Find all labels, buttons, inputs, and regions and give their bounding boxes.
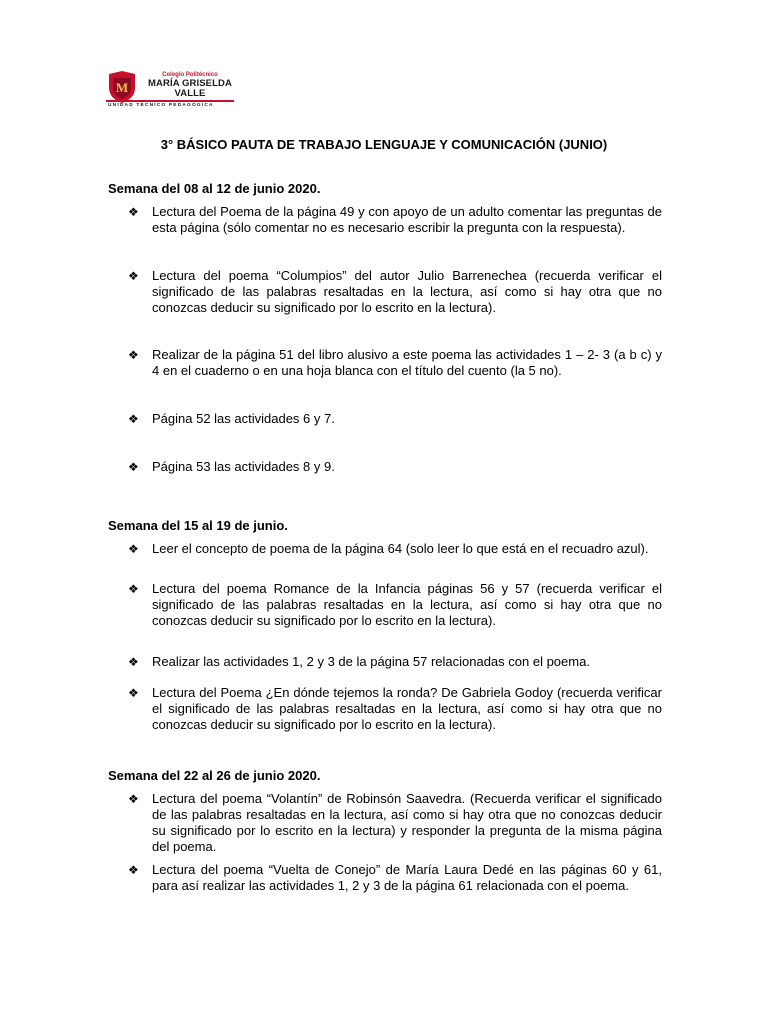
list-item: ❖ Lectura del poema “Columpios” del autor Julio Barrenechea (recuerda verificar el significado de las palabras resaltadas en la lectura, así como si hay otra que no conozcas deducir su significado por lo escrito en la lectura).: [128, 268, 662, 315]
diamond-bullet-icon: ❖: [128, 655, 139, 669]
diamond-bullet-icon: ❖: [128, 582, 139, 596]
logo-name-line2: VALLE: [174, 88, 206, 99]
list-item: ❖ Realizar las actividades 1, 2 y 3 de la página 57 relacionadas con el poema.: [128, 654, 590, 669]
svg-text:M: M: [115, 80, 129, 95]
list-item: ❖ Realizar de la página 51 del libro alusivo a este poema las actividades 1 – 2- 3 (a b c) y 4 en el cuaderno o en una hoja blanca con el título del cuento (la 5 no).: [128, 347, 662, 378]
logo-school-type: Colegio Politécnico: [162, 72, 218, 78]
list-item: ❖ Lectura del Poema de la página 49 y con apoyo de un adulto comentar las preguntas de esta página (sólo comentar no es necesario escribir la pregunta con la respuesta).: [128, 204, 662, 235]
list-item: ❖ Lectura del poema Romance de la Infancia páginas 56 y 57 (recuerda verificar el significado de las palabras resaltadas en la lectura, así como si hay otra que no conozcas deducir su significado por lo escrito en la lectura).: [128, 581, 662, 628]
list-item: ❖ Lectura del poema “Vuelta de Conejo” de María Laura Dedé en las páginas 60 y 61, para así realizar las actividades 1, 2 y 3 de la página 61 relacionada con el poema.: [128, 862, 662, 893]
diamond-bullet-icon: ❖: [128, 460, 139, 474]
logo-unit: UNIDAD TÉCNICO PEDAGÓGICA: [108, 103, 214, 108]
list-item: ❖ Página 53 las actividades 8 y 9.: [128, 459, 335, 474]
week-heading: Semana del 15 al 19 de junio.: [108, 518, 288, 533]
diamond-bullet-icon: ❖: [128, 863, 139, 877]
list-item: ❖ Lectura del Poema ¿En dónde tejemos la ronda? De Gabriela Godoy (recuerda verificar el significado de las palabras resaltadas en la lectura, así como si hay otra que no conozcas deducir su significado por lo escrito en la lectura).: [128, 685, 662, 732]
school-crest-icon: [106, 70, 138, 104]
week-heading: Semana del 08 al 12 de junio 2020.: [108, 181, 321, 196]
school-logo: [106, 70, 236, 110]
diamond-bullet-icon: ❖: [128, 205, 139, 219]
list-item: ❖ Página 52 las actividades 6 y 7.: [128, 411, 335, 426]
list-item: ❖ Leer el concepto de poema de la página 64 (solo leer lo que está en el recuadro azul).: [128, 541, 649, 556]
logo-name-line1: MARÍA GRISELDA: [148, 78, 232, 89]
week-heading: Semana del 22 al 26 de junio 2020.: [108, 768, 321, 783]
diamond-bullet-icon: ❖: [128, 412, 139, 426]
diamond-bullet-icon: ❖: [128, 792, 139, 806]
list-item: ❖ Lectura del poema “Volantín” de Robinsón Saavedra. (Recuerda verificar el significado de las palabras resaltadas en la lectura, así como si hay otra que no conozcas deducir su significado por lo escrito en la lectura) y responder la pregunta de la misma página del poema.: [128, 791, 662, 854]
diamond-bullet-icon: ❖: [128, 348, 139, 362]
page-title: 3° BÁSICO PAUTA DE TRABAJO LENGUAJE Y COMUNICACIÓN (JUNIO): [160, 137, 608, 152]
diamond-bullet-icon: ❖: [128, 542, 139, 556]
diamond-bullet-icon: ❖: [128, 686, 139, 700]
diamond-bullet-icon: ❖: [128, 269, 139, 283]
logo-divider: [106, 100, 234, 102]
